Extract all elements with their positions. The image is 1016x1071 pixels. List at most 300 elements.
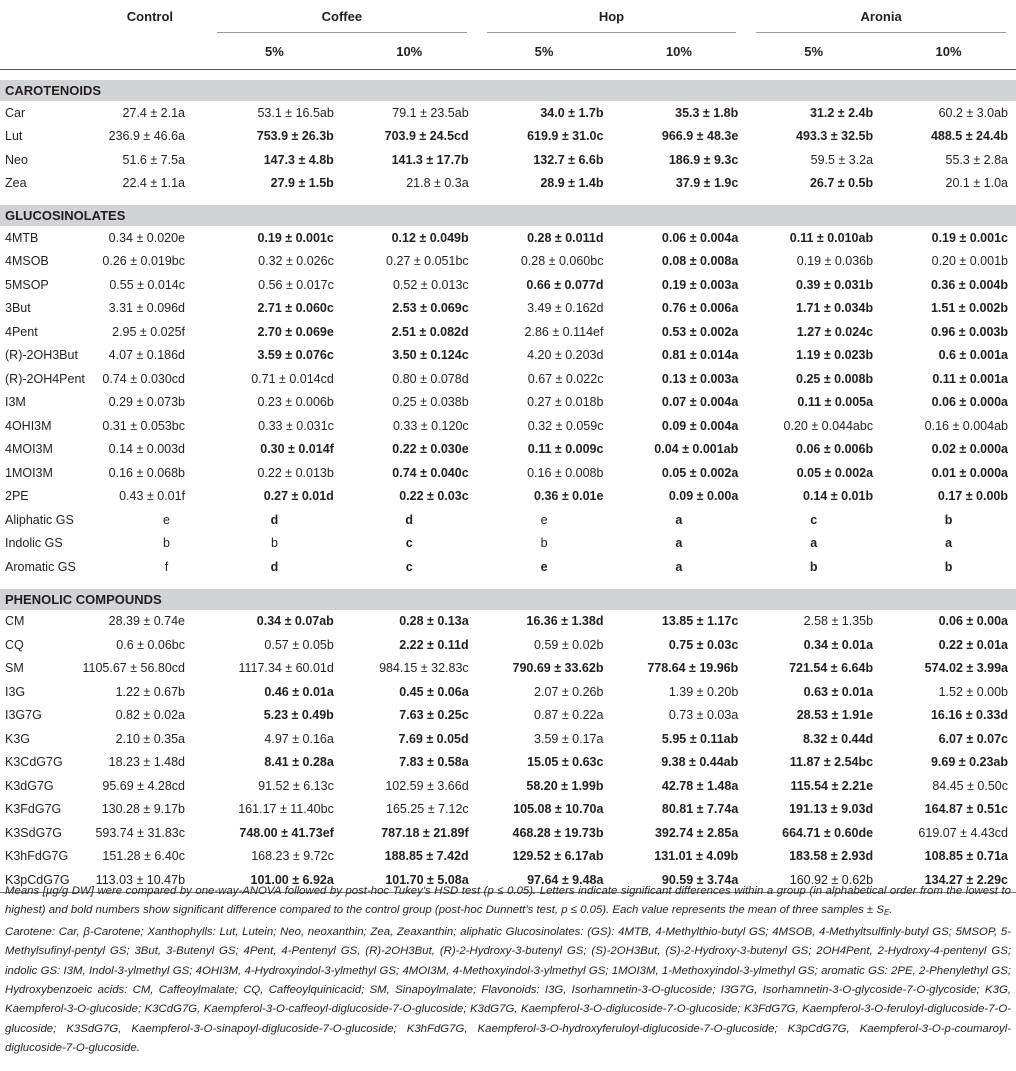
treatment-value: 748.00 ± 41.73ef <box>239 825 334 840</box>
treatment-value: 0.46 ± 0.01a <box>264 684 334 699</box>
treatment-value: 0.32 ± 0.059c <box>527 418 604 433</box>
treatment-value: 0.20 ± 0.044abc <box>783 418 874 433</box>
table-row <box>0 508 1016 532</box>
treatment-value: 58.20 ± 1.99b <box>526 778 604 793</box>
header-concentration: 5% <box>534 43 554 59</box>
treatment-value: 0.02 ± 0.000a <box>931 442 1008 457</box>
treatment-value: 2.70 ± 0.069e <box>257 324 334 339</box>
treatment-value: 0.11 ± 0.001a <box>932 371 1008 386</box>
treatment-value: 134.27 ± 2.29c <box>881 868 1016 892</box>
treatment-value: 0.71 ± 0.014cd <box>251 371 334 386</box>
compound-name: K3SdG7G <box>5 825 62 840</box>
treatment-value: 619.9 ± 31.0c <box>527 129 604 144</box>
treatment-value: 753.9 ± 26.3b <box>256 129 334 144</box>
treatment-value: 0.08 ± 0.008a <box>661 254 739 269</box>
treatment-value: 0.33 ± 0.031c <box>258 418 334 433</box>
treatment-value: 0.25 ± 0.008b <box>796 371 874 386</box>
treatment-value: 0.34 ± 0.07ab <box>256 614 334 629</box>
treatment-value: 0.6 ± 0.001a <box>938 348 1008 363</box>
treatment-value: 1.27 ± 0.024c <box>796 324 874 339</box>
treatment-value: 3.49 ± 0.162d <box>527 301 604 316</box>
treatment-value: 97.64 ± 9.48a <box>477 868 612 892</box>
treatment-value: 8.41 ± 0.28a <box>264 755 334 770</box>
treatment-value: 7.69 ± 0.05d <box>398 731 469 746</box>
control-value: 0.31 ± 0.053bc <box>102 418 186 433</box>
header-blank <box>0 0 72 33</box>
section-spacer <box>0 195 1016 205</box>
concentration-header-row <box>0 33 1016 70</box>
treatment-value: 0.28 ± 0.060bc <box>520 254 604 269</box>
treatment-value: 0.09 ± 0.004a <box>661 418 739 433</box>
treatment-value: 1117.34 ± 60.01d <box>238 661 334 676</box>
treatment-value: 132.7 ± 6.6b <box>533 152 604 167</box>
table-row <box>0 485 1016 509</box>
header-group-aronia: Aronia <box>746 0 1016 33</box>
treatment-value: 0.30 ± 0.014f <box>260 442 334 457</box>
treatment-value: 16.16 ± 0.33d <box>930 708 1008 723</box>
treatment-value: 0.87 ± 0.22a <box>534 708 604 723</box>
treatment-value: 6.07 ± 0.07c <box>938 731 1008 746</box>
table-row <box>0 344 1016 368</box>
treatment-value: 0.19 ± 0.003a <box>661 277 739 292</box>
compound-name: CQ <box>5 637 24 652</box>
compound-name: (R)-2OH4Pent <box>5 371 85 386</box>
treatment-value: 13.85 ± 1.17c <box>661 614 739 629</box>
treatment-value: 0.59 ± 0.02b <box>534 637 604 652</box>
compound-name: I3M <box>5 395 26 410</box>
treatment-value: 53.1 ± 16.5ab <box>257 105 334 120</box>
treatment-value: 161.17 ± 11.40bc <box>238 802 334 817</box>
treatment-value: 186.9 ± 9.3c <box>668 152 739 167</box>
control-value: 0.29 ± 0.073b <box>108 395 186 410</box>
treatment-value: 5.23 ± 0.49b <box>263 708 334 723</box>
treatment-value: b <box>809 559 818 574</box>
treatment-value: 2.53 ± 0.069c <box>392 301 469 316</box>
treatment-value: 102.59 ± 3.66d <box>385 778 469 793</box>
treatment-value: e <box>540 512 548 527</box>
treatment-value: 0.27 ± 0.018b <box>527 395 604 410</box>
treatment-value: 984.15 ± 32.83c <box>379 661 469 676</box>
treatment-value: 191.13 ± 9.03d <box>789 802 874 817</box>
compound-name: Indolic GS <box>5 536 63 551</box>
header-concentration: 10% <box>935 43 962 59</box>
table-row <box>0 610 1016 634</box>
treatment-value: a <box>945 536 953 551</box>
control-value: 0.16 ± 0.068b <box>108 465 186 480</box>
control-value: e <box>163 512 170 527</box>
treatment-value: 129.52 ± 6.17ab <box>512 849 604 864</box>
treatment-value: 0.13 ± 0.003a <box>661 371 739 386</box>
table-row <box>0 414 1016 438</box>
compound-name: 4MSOB <box>5 254 49 269</box>
control-value: 0.26 ± 0.019bc <box>102 254 186 269</box>
treatment-value: 0.04 ± 0.001ab <box>654 442 739 457</box>
compound-name: 4MTB <box>5 230 39 245</box>
table-row <box>0 680 1016 704</box>
treatment-value: 11.87 ± 2.54bc <box>789 755 874 770</box>
treatment-value: 778.64 ± 19.96b <box>647 661 739 676</box>
compound-name: 4Pent <box>5 324 38 339</box>
treatment-value: 0.06 ± 0.000a <box>931 395 1008 410</box>
treatment-value: 0.27 ± 0.051bc <box>386 254 469 269</box>
treatment-value: 0.39 ± 0.031b <box>796 277 874 292</box>
treatment-value: 966.9 ± 48.3e <box>661 129 739 144</box>
treatment-value: 0.07 ± 0.004a <box>661 395 739 410</box>
treatment-value: b <box>944 559 953 574</box>
table-row <box>0 101 1016 125</box>
treatment-value: 115.54 ± 2.21e <box>790 778 874 793</box>
header-concentration: 5% <box>804 43 824 59</box>
table-row <box>0 226 1016 250</box>
control-value: 0.34 ± 0.020e <box>108 230 186 245</box>
control-value: 130.28 ± 9.17b <box>101 802 186 817</box>
compound-name: K3FdG7G <box>5 802 62 817</box>
treatment-value: 101.00 ± 6.92a <box>207 868 342 892</box>
compound-name: I3G <box>5 684 26 699</box>
control-value: f <box>164 559 169 574</box>
compound-name: 4MOI3M <box>5 442 53 457</box>
control-value: 0.6 ± 0.06bc <box>116 637 186 652</box>
control-value: 4.07 ± 0.186d <box>108 348 186 363</box>
treatment-value: 80.81 ± 7.74a <box>661 802 739 817</box>
treatment-value: 2.51 ± 0.082d <box>391 324 469 339</box>
control-value: 113.03 ± 10.47b <box>72 868 207 892</box>
treatment-value: 108.85 ± 0.71a <box>924 849 1008 864</box>
compound-name: Aromatic GS <box>5 559 76 574</box>
treatment-value: 79.1 ± 23.5ab <box>392 105 469 120</box>
treatment-value: 488.5 ± 24.4b <box>930 129 1008 144</box>
table-row <box>0 125 1016 149</box>
treatment-value: d <box>405 512 414 527</box>
compound-name: Zea <box>5 176 27 191</box>
treatment-value: 0.53 ± 0.002a <box>661 324 739 339</box>
treatment-value: c <box>810 512 818 527</box>
treatment-value: 0.81 ± 0.014a <box>661 348 739 363</box>
treatment-value: 7.63 ± 0.25c <box>399 708 469 723</box>
treatment-value: 0.74 ± 0.040c <box>392 465 469 480</box>
treatment-value: 2.58 ± 1.35b <box>803 614 874 629</box>
treatment-value: 0.05 ± 0.002a <box>661 465 739 480</box>
treatment-value: 131.01 ± 4.09b <box>654 849 739 864</box>
treatment-value: 0.11 ± 0.009c <box>527 442 604 457</box>
treatment-value: 1.39 ± 0.20b <box>668 684 739 699</box>
treatment-value: 0.57 ± 0.05b <box>264 637 334 652</box>
table-row <box>0 727 1016 751</box>
treatment-value: 188.85 ± 7.42d <box>384 849 469 864</box>
treatment-value: 0.19 ± 0.036b <box>796 254 874 269</box>
compound-name: 3But <box>5 301 31 316</box>
treatment-value: 8.32 ± 0.44d <box>802 731 874 746</box>
control-value: 1.22 ± 0.67b <box>115 684 186 699</box>
table-footnotes <box>5 882 1011 1059</box>
treatment-value: 35.3 ± 1.8b <box>675 105 739 120</box>
treatment-value: b <box>540 536 548 551</box>
header-group-coffee: Coffee <box>207 0 477 33</box>
control-value: 1105.67 ± 56.80cd <box>82 661 186 676</box>
treatment-value: 493.3 ± 32.5b <box>796 129 874 144</box>
table-row <box>0 633 1016 657</box>
compound-name: (R)-2OH3But <box>5 348 78 363</box>
table-row <box>0 774 1016 798</box>
treatment-value: 28.9 ± 1.4b <box>540 176 604 191</box>
treatment-value: 168.23 ± 9.72c <box>251 849 334 864</box>
header-concentration: 5% <box>265 43 284 59</box>
treatment-value: 0.67 ± 0.022c <box>527 371 604 386</box>
treatment-value: 1.71 ± 0.034b <box>796 301 874 316</box>
table-row <box>0 657 1016 681</box>
compound-name: 1MOI3M <box>5 465 53 480</box>
treatment-value: 0.36 ± 0.01e <box>534 489 604 504</box>
treatment-value: 3.50 ± 0.124c <box>392 348 469 363</box>
table-row <box>0 821 1016 845</box>
treatment-value: 0.76 ± 0.006a <box>661 301 739 316</box>
table-row <box>0 845 1016 869</box>
table-row <box>0 250 1016 274</box>
section-spacer <box>0 579 1016 589</box>
treatment-value: 55.3 ± 2.8a <box>945 152 1008 167</box>
treatment-value: 26.7 ± 0.5b <box>809 176 874 191</box>
treatment-value: 0.11 ± 0.005a <box>797 395 874 410</box>
treatment-value: b <box>270 536 278 551</box>
treatment-value: 0.22 ± 0.03c <box>399 489 469 504</box>
table-row <box>0 148 1016 172</box>
treatment-value: 0.27 ± 0.01d <box>263 489 334 504</box>
group-header-row <box>0 0 1016 33</box>
treatment-value: 0.22 ± 0.013b <box>257 465 334 480</box>
treatment-value: 147.3 ± 4.8b <box>263 152 334 167</box>
control-value: 0.55 ± 0.014c <box>109 277 186 292</box>
compound-name: K3hFdG7G <box>5 849 69 864</box>
treatment-value: 21.8 ± 0.3a <box>406 176 469 191</box>
treatment-value: 3.59 ± 0.17a <box>534 731 604 746</box>
treatment-value: 34.0 ± 1.7b <box>540 105 604 120</box>
treatment-value: 90.59 ± 3.74a <box>611 868 746 892</box>
treatment-value: 16.36 ± 1.38d <box>526 614 604 629</box>
treatment-value: 3.59 ± 0.076c <box>257 348 334 363</box>
control-value: 51.6 ± 7.5a <box>122 152 186 167</box>
treatment-value: 15.05 ± 0.63c <box>527 755 604 770</box>
treatment-value: 0.06 ± 0.004a <box>661 230 739 245</box>
treatment-value: 0.06 ± 0.006b <box>796 442 874 457</box>
treatment-value: d <box>270 512 279 527</box>
section-title: PHENOLIC COMPOUNDS <box>0 589 1016 610</box>
compound-name: Neo <box>5 152 28 167</box>
header-group-hop: Hop <box>477 0 747 33</box>
table-row <box>0 798 1016 822</box>
treatment-value: 1.51 ± 0.002b <box>930 301 1008 316</box>
compound-name: 4OHI3M <box>5 418 52 433</box>
treatment-value: 0.66 ± 0.077d <box>526 277 604 292</box>
treatment-value: 0.22 ± 0.030e <box>392 442 469 457</box>
treatment-value: 165.25 ± 7.12c <box>386 802 469 817</box>
treatment-value: a <box>675 559 683 574</box>
footnote-methods-end: . <box>889 904 893 917</box>
treatment-value: 0.75 ± 0.03c <box>668 637 739 652</box>
control-value: b <box>163 536 170 551</box>
compound-name: I3G7G <box>5 708 42 723</box>
treatment-value: 0.56 ± 0.017c <box>258 277 334 292</box>
footnote-subscript: E <box>883 908 890 918</box>
footnote-methods-text: Means [µg/g DW] were compared by one-way-ANOVA followed by post-hoc Tukey's HSD test (p ≤ 0.05). Letters indicate significant differences within a group (in alphabetical order from the lowest to highest) and bold numbers show significant difference compared to the control group (post-hoc Dunnett's test, p ≤ 0.05). Each value represents the mean of three samples ± S <box>5 885 1011 917</box>
treatment-value: 0.17 ± 0.00b <box>937 489 1008 504</box>
table-row <box>0 438 1016 462</box>
treatment-value: 28.53 ± 1.91e <box>796 708 874 723</box>
control-value: 2.95 ± 0.025f <box>112 324 186 339</box>
header-blank <box>72 33 207 70</box>
treatment-value: 790.69 ± 33.62b <box>512 661 604 676</box>
table-row <box>0 555 1016 579</box>
control-value: 18.23 ± 1.48d <box>108 755 186 770</box>
treatment-value: 0.33 ± 0.120c <box>392 418 469 433</box>
treatment-value: 0.28 ± 0.13a <box>399 614 469 629</box>
table-row <box>0 172 1016 196</box>
treatment-value: 4.97 ± 0.16a <box>264 731 334 746</box>
treatment-value: 0.73 ± 0.03a <box>668 708 739 723</box>
treatment-value: 2.71 ± 0.060c <box>257 301 334 316</box>
treatment-value: 9.38 ± 0.44ab <box>661 755 739 770</box>
treatment-value: 20.1 ± 1.0a <box>945 176 1008 191</box>
treatment-value: 0.16 ± 0.004ab <box>924 418 1008 433</box>
footnote-methods <box>5 882 1011 923</box>
compound-name: CM <box>5 614 25 629</box>
treatment-value: a <box>675 512 683 527</box>
treatment-value: 4.20 ± 0.203d <box>527 348 604 363</box>
control-value: 0.82 ± 0.02a <box>115 708 186 723</box>
table-row <box>0 367 1016 391</box>
treatment-value: 183.58 ± 2.93d <box>789 849 874 864</box>
table-row <box>0 532 1016 556</box>
treatment-value: 721.54 ± 6.64b <box>789 661 874 676</box>
treatment-value: d <box>270 559 279 574</box>
control-value: 22.4 ± 1.1a <box>122 176 186 191</box>
control-value: 28.39 ± 0.74e <box>108 614 186 629</box>
section-title: GLUCOSINOLATES <box>0 205 1016 226</box>
treatment-value: 0.52 ± 0.013c <box>392 277 469 292</box>
treatment-value: 101.70 ± 5.08a <box>342 868 477 892</box>
treatment-value: 164.87 ± 0.51c <box>924 802 1008 817</box>
treatment-value: 160.92 ± 0.62b <box>746 868 881 892</box>
treatment-value: 7.83 ± 0.58a <box>399 755 469 770</box>
table-row <box>0 320 1016 344</box>
control-value: 2.10 ± 0.35a <box>115 731 186 746</box>
treatment-value: 59.5 ± 3.2a <box>810 152 874 167</box>
section-header-row <box>0 589 1016 610</box>
treatment-value: 0.28 ± 0.011d <box>527 230 604 245</box>
treatment-value: 42.78 ± 1.48a <box>661 778 739 793</box>
treatment-value: 0.32 ± 0.026c <box>258 254 334 269</box>
compound-name: K3dG7G <box>5 778 54 793</box>
compound-name: Car <box>5 105 26 120</box>
treatment-value: 0.80 ± 0.078d <box>392 371 469 386</box>
section-header-row <box>0 205 1016 226</box>
treatment-value: 0.36 ± 0.004b <box>930 277 1008 292</box>
treatment-value: 0.06 ± 0.00a <box>938 614 1008 629</box>
treatment-value: c <box>405 559 413 574</box>
treatment-value: 0.14 ± 0.01b <box>802 489 874 504</box>
compound-name: 5MSOP <box>5 277 49 292</box>
control-value: 236.9 ± 46.6a <box>108 129 186 144</box>
treatment-value: 0.05 ± 0.002a <box>796 465 874 480</box>
compound-name: K3pCdG7G <box>0 868 72 892</box>
table-row <box>0 391 1016 415</box>
compound-name: 2PE <box>5 489 29 504</box>
treatment-value: 0.34 ± 0.01a <box>803 637 874 652</box>
control-value: 0.43 ± 0.01f <box>119 489 186 504</box>
table-row <box>0 751 1016 775</box>
treatment-value: 703.9 ± 24.5cd <box>384 129 469 144</box>
table-body <box>0 70 1016 893</box>
control-value: 151.28 ± 6.40c <box>102 849 186 864</box>
treatment-value: 9.69 ± 0.23ab <box>930 755 1008 770</box>
header-blank <box>0 33 72 70</box>
treatment-value: 2.07 ± 0.26b <box>534 684 604 699</box>
treatment-value: 0.01 ± 0.000a <box>931 465 1008 480</box>
treatment-value: 105.08 ± 10.70a <box>513 802 604 817</box>
treatment-value: 91.52 ± 6.13c <box>258 778 334 793</box>
treatment-value: 574.02 ± 3.99a <box>924 661 1008 676</box>
treatment-value: 468.28 ± 19.73b <box>512 825 604 840</box>
treatment-value: 84.45 ± 0.50c <box>932 778 1008 793</box>
control-value: 95.69 ± 4.28cd <box>102 778 186 793</box>
treatment-value: 0.22 ± 0.01a <box>938 637 1008 652</box>
compound-name: SM <box>5 661 24 676</box>
footnote-abbreviations: Carotene: Car, β-Carotene; Xanthophylls: Lut, Lutein; Neo, neoxanthin; Zea, Zeaxanthin; aliphatic Glucosinolates: (GS): 4MTB, 4-Methylthio-butyl GS; 4MSOB, 4-Methyltsulfinly-butyl GS; 5MSOP, 5-Methylsufinyl-pentyl GS; 3But, 3-Butenyl GS; 4Pent, 4-Pentenyl GS, (R)-2OH3But, (R)-2-Hydroxy-3-butenyl GS; (S)-2OH3But, (S)-2-Hydroxy-3-butenyl GS; 2OH4Pent, 2-Hydroxy-4-pentenyl GS; indolic GS: I3M, Indol-3-ylmethyl GS; 4OHI3M, 4-Hydroxyindol-3-ylmethyl GS; 4MOI3M, 4-Methoxyindol-3-ylmethyl GS; 1MOI3M, 1-Methoxyindol-3-ylmethyl GS; aromatic GS: 2PE, 2-Phenylethyl GS; Hydroxybenzoeic acids: CM, Caffeoylmalate; CQ, Caffeoylquinicacid; SM, Sinapoylmalate; Flavonoids: I3G, Isorhamnetin-3-O-glucoside; I3G7G, Isorhamnetin-3-O-glycoside-7-O-glycoside; K3G, Kaempferol-3-O-glucoside; K3CdG7G, Kaempferol-3-O-caffeoyl-diglucoside-7-O-glucoside; K3dG7G, Kaempferol-3-O-diglucoside-7-O-glucoside; K3FdG7G, Kaempferol-3-O-feruloyl-diglucoside-7-O-glucoside; K3SdG7G, Kaempferol-3-O-sinapoyl-diglucoside-7-O-glucoside; K3hFdG7G, Kaempferol-3-O-hydroxyferuloyl-diglucoside-7-O-glucoside; K3pCdG7G, Kaempferol-3-O-p-coumaroyl-diglucoside-7-O-glucoside. <box>5 925 1011 1055</box>
treatment-value: 0.25 ± 0.038b <box>392 395 469 410</box>
treatment-value: 0.16 ± 0.008b <box>527 465 604 480</box>
treatment-value: 31.2 ± 2.4b <box>809 105 874 120</box>
section-header-row <box>0 80 1016 101</box>
treatment-value: 0.11 ± 0.010ab <box>789 230 874 245</box>
treatment-value: 5.95 ± 0.11ab <box>661 731 739 746</box>
treatment-value: 787.18 ± 21.89f <box>381 825 469 840</box>
treatment-value: 0.12 ± 0.049b <box>391 230 469 245</box>
treatment-value: 2.22 ± 0.11d <box>399 637 469 652</box>
treatment-value: e <box>540 559 548 574</box>
header-control: Control <box>126 9 174 24</box>
treatment-value: 0.96 ± 0.003b <box>930 324 1008 339</box>
table-row <box>0 297 1016 321</box>
table-row <box>0 704 1016 728</box>
treatment-value: a <box>810 536 818 551</box>
compound-name: K3CdG7G <box>5 755 63 770</box>
compound-name: Aliphatic GS <box>5 512 74 527</box>
treatment-value: 0.20 ± 0.001b <box>931 254 1008 269</box>
treatment-value: 1.52 ± 0.00b <box>938 684 1008 699</box>
control-value: 0.14 ± 0.003d <box>108 442 186 457</box>
treatment-value: 0.45 ± 0.06a <box>399 684 469 699</box>
table-row <box>0 273 1016 297</box>
treatment-value: 392.74 ± 2.85a <box>654 825 739 840</box>
compound-name: K3G <box>5 731 31 746</box>
header-concentration: 10% <box>396 43 423 59</box>
control-value: 27.4 ± 2.1a <box>122 105 186 120</box>
control-value: 3.31 ± 0.096d <box>108 301 186 316</box>
header-concentration: 10% <box>665 43 692 59</box>
treatment-value: 619.07 ± 4.43cd <box>918 825 1008 840</box>
treatment-value: 0.23 ± 0.006b <box>257 395 334 410</box>
treatment-value: c <box>405 536 413 551</box>
treatment-value: a <box>675 536 683 551</box>
treatment-value: 141.3 ± 17.7b <box>391 152 469 167</box>
treatment-value: 664.71 ± 0.60de <box>782 825 874 840</box>
treatment-value: 27.9 ± 1.5b <box>270 176 334 191</box>
treatment-value: 0.19 ± 0.001c <box>931 230 1008 245</box>
section-spacer <box>0 70 1016 81</box>
treatment-value: 1.19 ± 0.023b <box>796 348 874 363</box>
section-title: CAROTENOIDS <box>0 80 1016 101</box>
control-value: 593.74 ± 31.83c <box>95 825 186 840</box>
table-row <box>0 461 1016 485</box>
